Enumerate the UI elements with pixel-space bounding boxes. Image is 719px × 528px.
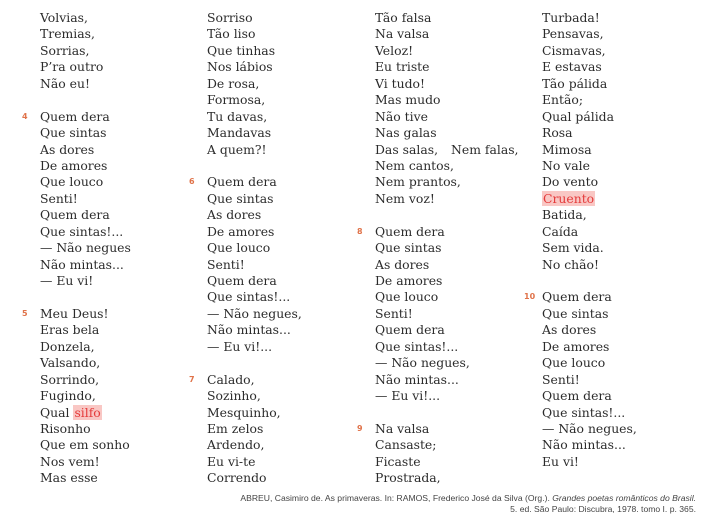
verse-text: Quem dera	[375, 322, 445, 338]
verse-line	[375, 43, 519, 59]
verse-text: De amores	[207, 223, 275, 239]
verse-text: Que sintas	[375, 240, 442, 256]
verse-text: Rosa	[542, 125, 573, 141]
verse-line	[542, 142, 637, 158]
verse-line	[542, 273, 637, 289]
verse-text: Nos lábios	[207, 59, 273, 75]
verse-line	[375, 191, 519, 207]
verse-line	[375, 10, 519, 26]
stanza-number: 4	[22, 111, 28, 121]
verse-line	[207, 92, 302, 108]
verse-text: Prostrada,	[375, 470, 441, 486]
verse-text: Que sintas	[207, 190, 274, 206]
verse-text: Em zelos	[207, 420, 264, 436]
stanza-first-line	[357, 223, 519, 240]
verse-text: Veloz!	[375, 42, 414, 58]
verse-text-continuation: Nem falas,	[451, 141, 519, 157]
verse-text: De rosa,	[207, 75, 260, 91]
verse-text: Mas esse	[40, 470, 98, 486]
verse-line	[542, 454, 637, 470]
verse-line	[542, 10, 637, 26]
verse-text: Nas galas	[375, 125, 437, 141]
verse-line	[40, 10, 131, 26]
stanza-number: 6	[189, 177, 195, 187]
verse-text: Tu davas,	[207, 108, 268, 124]
verse-line	[40, 43, 131, 59]
verse-line	[207, 142, 302, 158]
stanza-first-line	[524, 289, 637, 305]
verse-text: Não mintas...	[40, 256, 124, 272]
verse-text: Que louco	[207, 240, 271, 256]
verse-text: Formosa,	[207, 92, 266, 108]
verse-line	[207, 388, 302, 404]
verse-text: Eras bela	[40, 322, 100, 338]
verse-text: Quem dera	[207, 273, 277, 288]
verse-line	[207, 109, 302, 125]
verse-text: Mesquinho,	[207, 404, 281, 420]
verse-text: Não tive	[375, 108, 428, 124]
stanza-first-line	[22, 305, 131, 322]
verse-line	[40, 421, 131, 437]
verse-line	[207, 26, 302, 42]
verse-line	[542, 125, 637, 141]
verse-text: Mandavas	[207, 125, 272, 141]
verse-line	[207, 437, 302, 453]
verse-line	[542, 240, 637, 256]
verse-text: Quem dera	[375, 223, 445, 239]
verse-text: Cismavas,	[542, 42, 606, 58]
verse-line	[40, 388, 131, 404]
verse-text: De amores	[40, 157, 108, 173]
verse-line	[542, 26, 637, 42]
verse-line	[375, 388, 519, 404]
verse-text: Nem cantos,	[375, 157, 454, 173]
verse-line	[40, 240, 131, 256]
verse-line	[375, 125, 519, 141]
verse-line	[375, 158, 519, 174]
verse-text: Vi tudo!	[375, 75, 425, 91]
verse-text: Não mintas...	[375, 371, 459, 387]
verse-line	[207, 10, 302, 26]
verse-line	[375, 92, 519, 108]
verse-line	[542, 306, 637, 322]
verse-line	[207, 224, 302, 240]
verse-line	[40, 174, 131, 190]
verse-line	[40, 355, 131, 371]
verse-line	[542, 372, 637, 388]
verse-text: Sorriso	[207, 10, 253, 25]
verse-text: — Não negues	[40, 240, 131, 256]
verse-line	[375, 454, 519, 470]
verse-line	[207, 421, 302, 437]
verse-line	[40, 339, 131, 355]
verse-text: Correndo	[207, 470, 267, 486]
verse-line	[542, 191, 637, 207]
verse-text: Nem prantos,	[375, 174, 461, 190]
stanza-first-line	[22, 108, 131, 125]
verse-line	[40, 59, 131, 75]
verse-line	[40, 372, 131, 388]
stanza-number: 10	[524, 292, 536, 302]
verse-text: Caída	[542, 223, 579, 239]
verse-text: Então;	[542, 92, 584, 108]
verse-text: As dores	[207, 207, 262, 223]
verse-text: Risonho	[40, 420, 91, 436]
verse-text: Calado,	[207, 371, 255, 387]
verse-line	[207, 158, 302, 174]
verse-text: Eu vi-te	[207, 453, 256, 469]
verse-line	[542, 405, 637, 421]
verse-text: P’ra outro	[40, 59, 104, 75]
verse-text: Senti!	[375, 305, 413, 321]
verse-text: Valsando,	[40, 355, 101, 371]
verse-text: — Eu vi!...	[375, 388, 441, 404]
verse-line	[542, 92, 637, 108]
verse-line	[207, 306, 302, 322]
verse-line	[207, 257, 302, 273]
verse-text: Não mintas...	[542, 437, 626, 453]
verse-line	[40, 273, 131, 289]
verse-text: Que sintas!...	[207, 289, 291, 305]
verse-line	[40, 207, 131, 223]
verse-text: Eu triste	[375, 59, 430, 75]
citation-line-2: 5. ed. São Paulo: Discubra, 1978. tomo I. p. 365.	[510, 504, 696, 514]
verse-text: Que sintas!...	[375, 338, 459, 354]
verse-text: Tremias,	[40, 26, 95, 42]
verse-line	[375, 273, 519, 289]
stanza-number: 9	[357, 423, 363, 433]
verse-text: Quem dera	[542, 388, 612, 404]
verse-line	[207, 289, 302, 305]
verse-text: Que sintas!...	[40, 223, 124, 239]
verse-text: Que louco	[542, 355, 606, 371]
stanza-first-line	[357, 420, 519, 437]
verse-line	[40, 158, 131, 174]
verse-text: Não eu!	[40, 75, 90, 91]
verse-line	[207, 405, 302, 421]
poem-column-3	[357, 10, 519, 487]
verse-line	[207, 339, 302, 355]
verse-text: Nem voz!	[375, 190, 435, 206]
verse-line	[542, 207, 637, 223]
stanza-number: 7	[189, 374, 195, 384]
verse-text: Meu Deus!	[40, 305, 109, 321]
verse-line	[40, 224, 131, 240]
verse-line	[207, 355, 302, 371]
verse-text: Do vento	[542, 174, 599, 190]
verse-line	[207, 59, 302, 75]
verse-text: Quem dera	[207, 174, 277, 190]
verse-text: — Não negues,	[542, 420, 637, 436]
verse-line	[375, 174, 519, 190]
verse-line	[40, 437, 131, 453]
verse-line	[542, 224, 637, 240]
verse-text: Sorrias,	[40, 42, 90, 58]
verse-line	[542, 158, 637, 174]
verse-text: Tão falsa	[375, 10, 432, 25]
verse-text: Que em sonho	[40, 437, 130, 453]
verse-line	[542, 174, 637, 190]
verse-line	[375, 26, 519, 42]
verse-line	[207, 76, 302, 92]
verse-text: Não mintas...	[207, 322, 291, 338]
verse-text: Na valsa	[375, 26, 430, 42]
poem-column-1	[22, 10, 131, 487]
verse-line	[375, 339, 519, 355]
verse-text: Tão liso	[207, 26, 256, 42]
source-citation	[240, 493, 696, 515]
verse-text: Quem dera	[40, 108, 110, 124]
verse-line	[542, 257, 637, 273]
verse-line	[207, 322, 302, 338]
citation-book-title: Grandes poetas românticos do Brasil.	[552, 493, 696, 503]
verse-text: As dores	[40, 141, 95, 157]
verse-line	[375, 207, 519, 223]
stanza-number: 5	[22, 308, 28, 318]
verse-text: Qual pálida	[542, 108, 614, 124]
verse-text: Das salas,	[375, 141, 439, 157]
verse-line	[40, 289, 131, 305]
verse-text: Ficaste	[375, 453, 421, 469]
verse-text: A quem?!	[207, 141, 267, 157]
verse-line	[542, 43, 637, 59]
verse-line	[375, 355, 519, 371]
verse-text: Volvias,	[40, 10, 88, 25]
verse-text: Turbada!	[542, 10, 600, 25]
verse-text: Que tinhas	[207, 42, 276, 58]
verse-line	[542, 322, 637, 338]
verse-text: — Não negues,	[207, 305, 302, 321]
verse-text: Donzela,	[40, 338, 95, 354]
verse-line	[375, 257, 519, 273]
stanza-first-line	[189, 174, 302, 190]
verse-text: Mas mudo	[375, 92, 441, 108]
verse-text: Fugindo,	[40, 388, 96, 404]
verse-text: — Eu vi!	[40, 273, 94, 288]
verse-line	[40, 76, 131, 92]
verse-line	[375, 240, 519, 256]
verse-text: De amores	[542, 338, 610, 354]
verse-line	[375, 322, 519, 338]
verse-text: No vale	[542, 157, 590, 173]
verse-text: Batida,	[542, 207, 587, 223]
verse-line	[375, 372, 519, 388]
verse-line	[375, 76, 519, 92]
verse-line	[40, 454, 131, 470]
verse-text: Pensavas,	[542, 26, 604, 42]
verse-line	[207, 240, 302, 256]
verse-text: Quem dera	[542, 289, 612, 305]
verse-line	[40, 191, 131, 207]
verse-line	[375, 142, 519, 158]
verse-line	[542, 339, 637, 355]
verse-line	[40, 26, 131, 42]
verse-text: Nos vem!	[40, 453, 100, 469]
verse-text: Na valsa	[375, 420, 430, 436]
highlighted-word: silfo	[74, 404, 101, 420]
verse-line	[375, 437, 519, 453]
verse-text: Senti!	[40, 190, 78, 206]
verse-line	[375, 59, 519, 75]
verse-text: — Não negues,	[375, 355, 470, 371]
verse-text: Quem dera	[40, 207, 110, 223]
verse-line	[207, 273, 302, 289]
verse-line	[207, 454, 302, 470]
verse-text: Que sintas!...	[542, 404, 626, 420]
verse-text: De amores	[375, 273, 443, 288]
verse-line	[542, 388, 637, 404]
verse-text: Que louco	[375, 289, 439, 305]
verse-text: Senti!	[542, 371, 580, 387]
verse-text: As dores	[375, 256, 430, 272]
verse-text: — Eu vi!...	[207, 338, 273, 354]
verse-line	[542, 437, 637, 453]
verse-text: Mimosa	[542, 141, 592, 157]
verse-text: Sorrindo,	[40, 371, 100, 387]
verse-line	[207, 470, 302, 486]
verse-text: E estavas	[542, 59, 602, 75]
stanza-first-line	[189, 371, 302, 388]
verse-line	[40, 470, 131, 486]
verse-text: As dores	[542, 322, 597, 338]
verse-text: Que louco	[40, 174, 104, 190]
verse-line	[207, 207, 302, 223]
verse-line	[207, 125, 302, 141]
verse-line	[40, 125, 131, 141]
verse-line	[375, 405, 519, 421]
citation-line-1	[240, 493, 696, 504]
verse-line	[40, 322, 131, 338]
verse-text: Sozinho,	[207, 388, 261, 404]
verse-text: Sem vida.	[542, 240, 604, 256]
verse-line	[207, 191, 302, 207]
verse-line	[542, 355, 637, 371]
verse-line	[542, 109, 637, 125]
verse-text: Senti!	[207, 256, 245, 272]
verse-line	[375, 109, 519, 125]
verse-line	[375, 289, 519, 305]
verse-text: Qual	[40, 404, 74, 420]
verse-text: Cansaste;	[375, 437, 437, 453]
verse-text: Que sintas	[40, 125, 107, 141]
citation-text: ABREU, Casimiro de. As primaveras. In: RAMOS, Frederico José da Silva (Org.).	[240, 493, 553, 503]
verse-line	[207, 43, 302, 59]
verse-text: Que sintas	[542, 305, 609, 321]
verse-line	[542, 421, 637, 437]
verse-line	[375, 470, 519, 486]
highlighted-word: Cruento	[543, 190, 595, 206]
verse-line	[40, 142, 131, 158]
verse-line	[40, 92, 131, 108]
verse-line	[542, 59, 637, 75]
verse-text: Eu vi!	[542, 453, 579, 469]
poem-column-2	[189, 10, 302, 487]
poem-column-4	[524, 10, 637, 470]
verse-line	[40, 405, 131, 421]
verse-text: Ardendo,	[207, 437, 265, 453]
stanza-number: 8	[357, 226, 363, 236]
verse-text: Tão pálida	[542, 75, 608, 91]
verse-line	[542, 76, 637, 92]
verse-text: No chão!	[542, 256, 599, 272]
verse-line	[40, 257, 131, 273]
verse-line	[375, 306, 519, 322]
